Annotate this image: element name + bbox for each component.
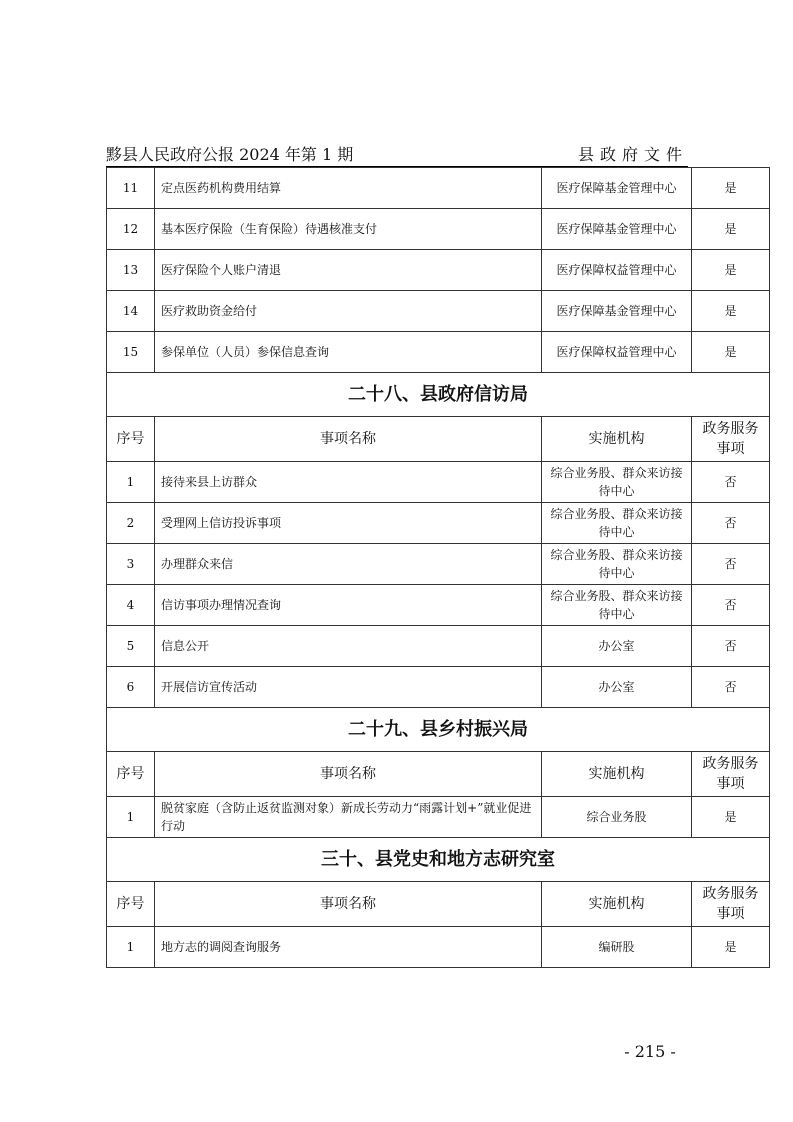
item-name: 参保单位（人员）参保信息查询 — [155, 332, 542, 373]
item-service-flag: 是 — [692, 332, 770, 373]
item-name: 信息公开 — [155, 626, 542, 667]
item-service-flag: 是 — [692, 797, 770, 838]
item-name: 定点医药机构费用结算 — [155, 168, 542, 209]
column-header-row — [107, 752, 770, 797]
item-number: 1 — [107, 927, 155, 968]
item-agency: 医疗保障权益管理中心 — [542, 250, 692, 291]
table-row — [107, 585, 770, 626]
item-agency: 综合业务股、群众来访接待中心 — [542, 503, 692, 544]
item-agency: 综合业务股、群众来访接待中心 — [542, 462, 692, 503]
item-agency: 医疗保障基金管理中心 — [542, 168, 692, 209]
table-row — [107, 462, 770, 503]
item-agency: 综合业务股、群众来访接待中心 — [542, 544, 692, 585]
column-header-service-flag: 政务服务事项 — [692, 752, 770, 797]
column-header-row — [107, 882, 770, 927]
column-header-number: 序号 — [107, 417, 155, 462]
column-header-service-flag: 政务服务事项 — [692, 882, 770, 927]
item-agency: 办公室 — [542, 667, 692, 708]
column-header-agency: 实施机构 — [542, 752, 692, 797]
item-number: 1 — [107, 797, 155, 838]
section-title: 二十八、县政府信访局 — [107, 373, 770, 417]
item-number: 14 — [107, 291, 155, 332]
item-service-flag: 否 — [692, 626, 770, 667]
table-row — [107, 503, 770, 544]
item-agency: 综合业务股、群众来访接待中心 — [542, 585, 692, 626]
item-service-flag: 是 — [692, 927, 770, 968]
table-row — [107, 544, 770, 585]
page-number: - 215 - — [624, 1042, 676, 1061]
item-number: 3 — [107, 544, 155, 585]
column-header-number: 序号 — [107, 752, 155, 797]
section-title: 三十、县党史和地方志研究室 — [107, 838, 770, 882]
page-header — [106, 141, 688, 165]
column-header-name: 事项名称 — [155, 417, 542, 462]
item-number: 2 — [107, 503, 155, 544]
item-number: 12 — [107, 209, 155, 250]
column-header-agency: 实施机构 — [542, 882, 692, 927]
item-number: 11 — [107, 168, 155, 209]
service-items-table — [106, 167, 770, 968]
item-number: 6 — [107, 667, 155, 708]
item-service-flag: 否 — [692, 544, 770, 585]
section-title-row — [107, 708, 770, 752]
item-agency: 医疗保障基金管理中心 — [542, 209, 692, 250]
bulletin-title: 黟县人民政府公报 2024 年第 1 期 — [106, 145, 354, 164]
item-agency: 综合业务股 — [542, 797, 692, 838]
item-number: 5 — [107, 626, 155, 667]
table-row — [107, 927, 770, 968]
item-service-flag: 否 — [692, 585, 770, 626]
item-service-flag: 否 — [692, 503, 770, 544]
item-name: 医疗保险个人账户清退 — [155, 250, 542, 291]
item-name: 开展信访宣传活动 — [155, 667, 542, 708]
section-label: 县政府文件 — [577, 145, 688, 164]
item-agency: 办公室 — [542, 626, 692, 667]
column-header-number: 序号 — [107, 882, 155, 927]
item-name: 医疗救助资金给付 — [155, 291, 542, 332]
table-row — [107, 250, 770, 291]
table-row — [107, 291, 770, 332]
column-header-name: 事项名称 — [155, 752, 542, 797]
item-service-flag: 否 — [692, 667, 770, 708]
column-header-row — [107, 417, 770, 462]
table-row — [107, 626, 770, 667]
table-body — [107, 168, 770, 968]
table-row — [107, 332, 770, 373]
item-name: 地方志的调阅查询服务 — [155, 927, 542, 968]
item-service-flag: 是 — [692, 209, 770, 250]
item-number: 1 — [107, 462, 155, 503]
table-row — [107, 168, 770, 209]
item-name: 接待来县上访群众 — [155, 462, 542, 503]
section-title-row — [107, 838, 770, 882]
column-header-agency: 实施机构 — [542, 417, 692, 462]
item-service-flag: 否 — [692, 462, 770, 503]
item-service-flag: 是 — [692, 291, 770, 332]
column-header-name: 事项名称 — [155, 882, 542, 927]
section-title: 二十九、县乡村振兴局 — [107, 708, 770, 752]
item-name: 脱贫家庭（含防止返贫监测对象）新成长劳动力“雨露计划+”就业促进行动 — [155, 797, 542, 838]
item-service-flag: 是 — [692, 250, 770, 291]
table-row — [107, 797, 770, 838]
item-number: 13 — [107, 250, 155, 291]
item-service-flag: 是 — [692, 168, 770, 209]
item-name: 信访事项办理情况查询 — [155, 585, 542, 626]
item-agency: 医疗保障权益管理中心 — [542, 332, 692, 373]
table-row — [107, 667, 770, 708]
section-title-row — [107, 373, 770, 417]
item-name: 受理网上信访投诉事项 — [155, 503, 542, 544]
item-number: 15 — [107, 332, 155, 373]
item-agency: 编研股 — [542, 927, 692, 968]
item-number: 4 — [107, 585, 155, 626]
column-header-service-flag: 政务服务事项 — [692, 417, 770, 462]
item-name: 基本医疗保险（生育保险）待遇核准支付 — [155, 209, 542, 250]
item-agency: 医疗保障基金管理中心 — [542, 291, 692, 332]
table-row — [107, 209, 770, 250]
item-name: 办理群众来信 — [155, 544, 542, 585]
